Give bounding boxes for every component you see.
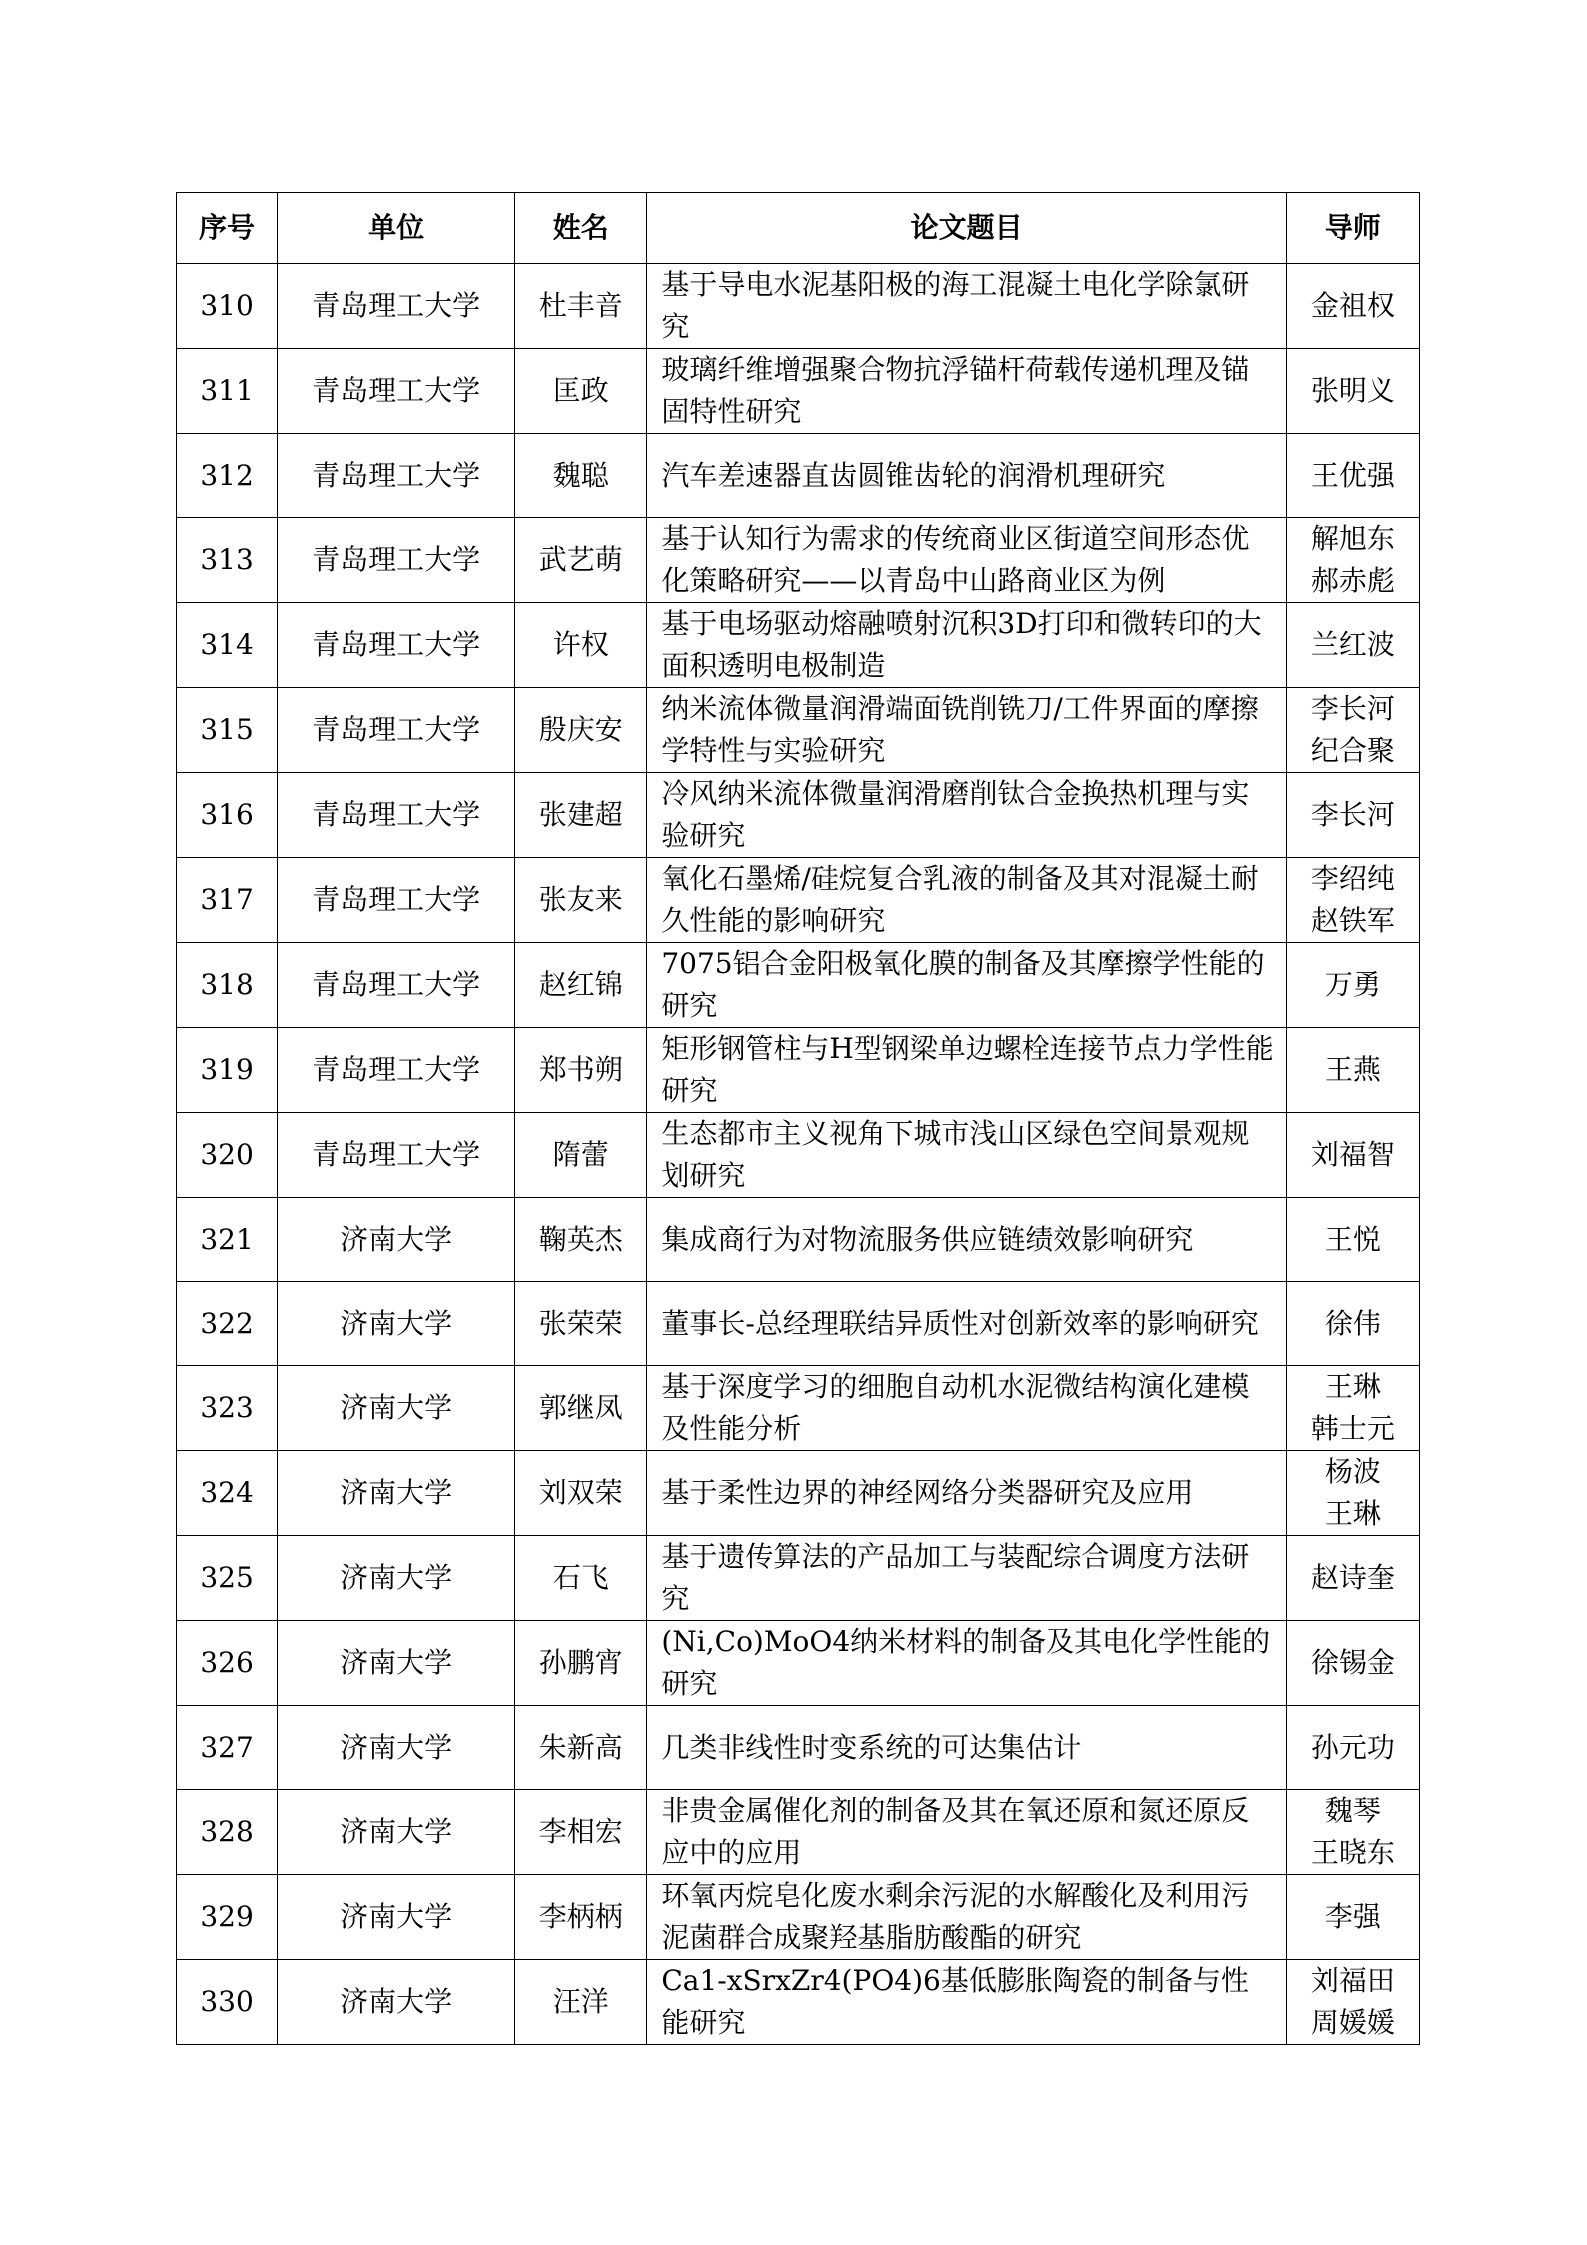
advisor-name: 孙元功 [1310, 1730, 1395, 1764]
cell-name: 张建超 [515, 773, 647, 858]
table-row [177, 1875, 1420, 1960]
cell-name: 匡政 [515, 349, 647, 434]
cell-no: 313 [177, 518, 278, 603]
advisor-name: 郝赤彪 [1310, 564, 1395, 597]
cell-unit: 青岛理工大学 [278, 434, 515, 518]
table-header [177, 193, 1420, 264]
cell-name: 隋蕾 [515, 1113, 647, 1198]
cell-advisor [1286, 603, 1419, 688]
cell-title: 非贵金属催化剂的制备及其在氧还原和氮还原反应中的应用 [647, 1790, 1287, 1875]
cell-no: 325 [177, 1536, 278, 1621]
advisor-name: 杨波 [1324, 1455, 1381, 1488]
cell-title: 基于认知行为需求的传统商业区街道空间形态优化策略研究——以青岛中山路商业区为例 [647, 518, 1287, 603]
advisor-name: 金祖权 [1310, 289, 1395, 322]
table-row [177, 349, 1420, 434]
cell-title: 董事长-总经理联结异质性对创新效率的影响研究 [647, 1282, 1287, 1366]
cell-unit: 济南大学 [278, 1621, 515, 1706]
cell-title: Ca1-xSrxZr4(PO4)6基低膨胀陶瓷的制备与性能研究 [647, 1960, 1287, 2045]
cell-unit: 济南大学 [278, 1536, 515, 1621]
header-row [177, 193, 1420, 264]
cell-name: 李相宏 [515, 1790, 647, 1875]
table-row [177, 858, 1420, 943]
cell-title: 环氧丙烷皂化废水剩余污泥的水解酸化及利用污泥菌群合成聚羟基脂肪酸酯的研究 [647, 1875, 1287, 1960]
cell-advisor [1286, 1366, 1419, 1451]
cell-advisor [1286, 349, 1419, 434]
table-row [177, 1706, 1420, 1790]
cell-advisor [1286, 1028, 1419, 1113]
table-row [177, 434, 1420, 518]
cell-no: 328 [177, 1790, 278, 1875]
cell-no: 329 [177, 1875, 278, 1960]
cell-title: 冷风纳米流体微量润滑磨削钛合金换热机理与实验研究 [647, 773, 1287, 858]
cell-no: 320 [177, 1113, 278, 1198]
table-row [177, 1113, 1420, 1198]
cell-no: 324 [177, 1451, 278, 1536]
advisor-name: 周媛媛 [1310, 2006, 1395, 2039]
table-row [177, 773, 1420, 858]
cell-name: 张友来 [515, 858, 647, 943]
table-row [177, 1960, 1420, 2045]
table-row [177, 264, 1420, 349]
advisor-name: 李长河 [1310, 798, 1395, 831]
cell-title: 基于导电水泥基阳极的海工混凝土电化学除氯研究 [647, 264, 1287, 349]
cell-no: 330 [177, 1960, 278, 2045]
cell-name: 许权 [515, 603, 647, 688]
table-row [177, 1282, 1420, 1366]
cell-no: 327 [177, 1706, 278, 1790]
cell-title: 基于遗传算法的产品加工与装配综合调度方法研究 [647, 1536, 1287, 1621]
cell-name: 郑书朔 [515, 1028, 647, 1113]
advisor-name: 万勇 [1324, 968, 1381, 1001]
advisor-name: 兰红波 [1310, 628, 1395, 661]
header-no: 序号 [177, 193, 278, 264]
table-row [177, 1451, 1420, 1536]
cell-unit: 青岛理工大学 [278, 603, 515, 688]
table-row [177, 688, 1420, 773]
advisor-name: 王琳 [1324, 1497, 1381, 1530]
table-row [177, 1790, 1420, 1875]
cell-unit: 济南大学 [278, 1875, 515, 1960]
cell-unit: 青岛理工大学 [278, 858, 515, 943]
table-row [177, 1536, 1420, 1621]
advisor-name: 赵铁军 [1310, 904, 1395, 937]
cell-name: 朱新高 [515, 1706, 647, 1790]
cell-no: 318 [177, 943, 278, 1028]
cell-no: 315 [177, 688, 278, 773]
cell-no: 322 [177, 1282, 278, 1366]
cell-no: 326 [177, 1621, 278, 1706]
cell-advisor [1286, 858, 1419, 943]
cell-title: 基于深度学习的细胞自动机水泥微结构演化建模及性能分析 [647, 1366, 1287, 1451]
cell-name: 刘双荣 [515, 1451, 647, 1536]
cell-no: 312 [177, 434, 278, 518]
header-advisor: 导师 [1286, 193, 1419, 264]
advisor-name: 徐锡金 [1310, 1646, 1395, 1679]
cell-name: 武艺萌 [515, 518, 647, 603]
cell-advisor [1286, 1706, 1419, 1790]
cell-title: 玻璃纤维增强聚合物抗浮锚杆荷载传递机理及锚固特性研究 [647, 349, 1287, 434]
cell-name: 杜丰音 [515, 264, 647, 349]
cell-name: 石飞 [515, 1536, 647, 1621]
table-row [177, 1028, 1420, 1113]
cell-title: 集成商行为对物流服务供应链绩效影响研究 [647, 1198, 1287, 1282]
advisor-name: 韩士元 [1310, 1412, 1395, 1445]
advisor-name: 张明义 [1310, 374, 1395, 407]
table-row [177, 1366, 1420, 1451]
advisor-name: 李长河 [1310, 692, 1395, 725]
cell-name: 鞠英杰 [515, 1198, 647, 1282]
cell-unit: 青岛理工大学 [278, 349, 515, 434]
header-title: 论文题目 [647, 193, 1287, 264]
cell-advisor [1286, 1113, 1419, 1198]
cell-unit: 济南大学 [278, 1282, 515, 1366]
cell-no: 321 [177, 1198, 278, 1282]
cell-advisor [1286, 688, 1419, 773]
table-row [177, 1198, 1420, 1282]
advisor-name: 王优强 [1310, 458, 1395, 492]
cell-name: 孙鹏宵 [515, 1621, 647, 1706]
cell-title: 纳米流体微量润滑端面铣削铣刀/工件界面的摩擦学特性与实验研究 [647, 688, 1287, 773]
cell-name: 赵红锦 [515, 943, 647, 1028]
cell-unit: 济南大学 [278, 1451, 515, 1536]
advisor-name: 赵诗奎 [1310, 1561, 1395, 1594]
cell-name: 郭继凤 [515, 1366, 647, 1451]
cell-no: 311 [177, 349, 278, 434]
cell-advisor [1286, 1621, 1419, 1706]
advisor-name: 王晓东 [1310, 1836, 1395, 1869]
cell-no: 317 [177, 858, 278, 943]
cell-unit: 济南大学 [278, 1366, 515, 1451]
advisor-name: 纪合聚 [1310, 734, 1395, 767]
cell-unit: 济南大学 [278, 1706, 515, 1790]
cell-no: 319 [177, 1028, 278, 1113]
header-unit: 单位 [278, 193, 515, 264]
cell-unit: 青岛理工大学 [278, 1028, 515, 1113]
advisor-name: 刘福智 [1310, 1138, 1395, 1171]
cell-advisor [1286, 943, 1419, 1028]
cell-name: 张荣荣 [515, 1282, 647, 1366]
cell-advisor [1286, 773, 1419, 858]
cell-title: 7075铝合金阳极氧化膜的制备及其摩擦学性能的研究 [647, 943, 1287, 1028]
table-row [177, 518, 1420, 603]
cell-no: 323 [177, 1366, 278, 1451]
advisor-name: 魏琴 [1324, 1794, 1381, 1827]
cell-no: 314 [177, 603, 278, 688]
cell-advisor [1286, 1875, 1419, 1960]
advisor-name: 刘福田 [1310, 1964, 1395, 1997]
cell-title: (Ni,Co)MoO4纳米材料的制备及其电化学性能的研究 [647, 1621, 1287, 1706]
table-row [177, 603, 1420, 688]
cell-title: 氧化石墨烯/硅烷复合乳液的制备及其对混凝土耐久性能的影响研究 [647, 858, 1287, 943]
cell-title: 基于柔性边界的神经网络分类器研究及应用 [647, 1451, 1287, 1536]
cell-name: 汪洋 [515, 1960, 647, 2045]
cell-advisor [1286, 1536, 1419, 1621]
cell-unit: 济南大学 [278, 1790, 515, 1875]
cell-unit: 青岛理工大学 [278, 518, 515, 603]
advisor-name: 李绍纯 [1310, 862, 1395, 895]
thesis-table [176, 192, 1420, 2045]
cell-name: 李柄柄 [515, 1875, 647, 1960]
cell-unit: 青岛理工大学 [278, 943, 515, 1028]
cell-unit: 青岛理工大学 [278, 773, 515, 858]
cell-title: 基于电场驱动熔融喷射沉积3D打印和微转印的大面积透明电极制造 [647, 603, 1287, 688]
advisor-name: 王悦 [1324, 1222, 1381, 1256]
cell-unit: 青岛理工大学 [278, 264, 515, 349]
cell-unit: 青岛理工大学 [278, 1113, 515, 1198]
cell-advisor [1286, 434, 1419, 518]
cell-title: 几类非线性时变系统的可达集估计 [647, 1706, 1287, 1790]
cell-no: 310 [177, 264, 278, 349]
cell-advisor [1286, 518, 1419, 603]
advisor-name: 李强 [1324, 1900, 1381, 1933]
header-name: 姓名 [515, 193, 647, 264]
cell-advisor [1286, 1451, 1419, 1536]
cell-title: 生态都市主义视角下城市浅山区绿色空间景观规划研究 [647, 1113, 1287, 1198]
table-row [177, 943, 1420, 1028]
cell-name: 殷庆安 [515, 688, 647, 773]
advisor-name: 解旭东 [1310, 522, 1395, 555]
table-body [177, 264, 1420, 2045]
cell-title: 矩形钢管柱与H型钢梁单边螺栓连接节点力学性能研究 [647, 1028, 1287, 1113]
table-row [177, 1621, 1420, 1706]
cell-no: 316 [177, 773, 278, 858]
advisor-name: 徐伟 [1324, 1306, 1381, 1340]
advisor-name: 王燕 [1324, 1053, 1381, 1086]
advisor-name: 王琳 [1324, 1370, 1381, 1403]
cell-advisor [1286, 1198, 1419, 1282]
cell-advisor [1286, 264, 1419, 349]
cell-advisor [1286, 1790, 1419, 1875]
cell-name: 魏聪 [515, 434, 647, 518]
cell-unit: 济南大学 [278, 1960, 515, 2045]
cell-advisor [1286, 1282, 1419, 1366]
cell-unit: 济南大学 [278, 1198, 515, 1282]
cell-advisor [1286, 1960, 1419, 2045]
cell-unit: 青岛理工大学 [278, 688, 515, 773]
cell-title: 汽车差速器直齿圆锥齿轮的润滑机理研究 [647, 434, 1287, 518]
